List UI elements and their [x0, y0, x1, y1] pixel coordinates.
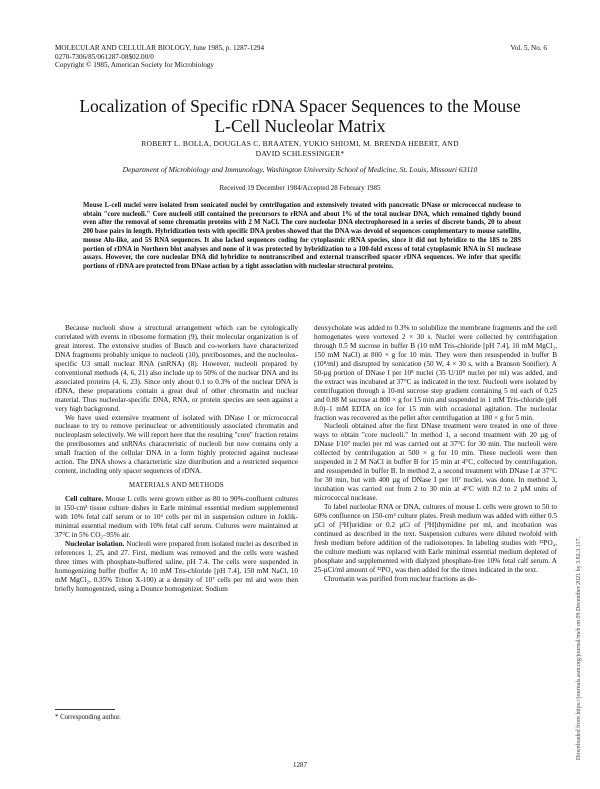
methods-paragraph-cell-culture — [55, 495, 298, 540]
journal-code: 0270-7306/85/061287-08$02.00/0 — [55, 52, 154, 61]
received-date: Received 19 December 1984/Accepted 28 February 1985 — [219, 184, 381, 192]
footnote-divider — [55, 709, 115, 710]
copyright: Copyright © 1985, American Society for Microbiology — [55, 61, 214, 70]
left-column — [55, 324, 298, 594]
paragraph-body: Mouse L cells were grown either as 80 to 90%-confluent cultures in 150-cm² tissue culture dishes in Earle minimal essential medium supplemented with 10% fetal calf serum or to 10⁶ cells per ml in suspension culture in Joklik-minimal essential medium with 10% fetal calf serum. Cultures were maintained at 37°C in 5% CO₂–95% air. — [55, 495, 298, 539]
right-column — [314, 324, 557, 584]
authors-line-1: ROBERT L. BOLLA, DOUGLAS C. BRAATEN, YUKIO SHIOMI, M. BRENDA HEBERT, AND — [141, 139, 459, 148]
methods-paragraph-labeling: To label nucleolar RNA or DNA, cultures of mouse L cells were grown to 50 to 60% confluence on 150-cm² culture plates. Fresh medium was added with either 0.5 µCi of [³H]uridine or 0.2 µCi of [³H]thymidine per ml, and incubation was continued as described in the text. Suspension cultures were diluted twofold with fresh medium before addition of the radioisotopes. In labeling studies with ³²PO₄, the culture medium was replaced with Earle minimal essential medium depleted of phosphate and supplemented with dialyzed phosphate-free 10% fetal calf serum. A 25-µCi/ml amount of ³²PO₄ was then added for the times indicated in the text. — [314, 503, 557, 574]
paragraph-body: Nucleoli were prepared from isolated nuclei as described in references 1, 25, and 27. First, medium was removed and the cells were washed three times with phosphate-buffered saline, pH 7.4. The cells were suspended in homogenizing buffer (buffer A; 10 mM Tris-chloride [pH 7.4], 150 mM NaCl, 10 mM MgCl₂, 0.35% Triton X-100) at a density of 10⁷ cells per ml and were then briefly homogenized, using a Dounce homogenizer. Sodium — [55, 539, 299, 593]
methods-paragraph-core-nucleoli: Nucleoli obtained after the first DNase treatment were treated in one of three ways to obtain "core nucleoli." In method 1, a second treatment with 20 µg of DNase I/10⁷ nuclei per ml was carried out at 37°C for 30 min. The nucleoli were collected by centrifugation at 500 × g for 10 min. These nucleoli were then suspended in 2 M NaCl in buffer B for 15 min at 4°C, collected by centrifugation, and resuspended in buffer B. In method 2, a second treatment with DNase I at 37°C for 30 min, but with 400 µg of DNase I per 10⁷ nuclei, was done. In method 3, incubation was carried out from 2 to 30 min at 4°C with 0.2 to 2 µM units of micrococcal nuclease. — [314, 422, 557, 503]
authors — [60, 139, 540, 158]
intro-paragraph-1: Because nucleoli show a structural arrangement which can be cytologically correlated with events in ribosome formation (9), their molecular organization is of great interest. The extensive studies of Busch and co-workers have characterized DNA fragments probably unique to nucleoli (10), preribosomes, and the nucleolus-specific U3 small nuclear RNA (snRNA) (8). However, nucleoli prepared by conventional methods (4, 6, 21) also include up to 50% of the nuclear DNA and its associated proteins (4, 6, 23). Since only about 0.1 to 0.3% of the nuclear DNA is rDNA, these preparations contain a great deal of other chromatin and nuclear material. Thus nucleolar-specific DNA, RNA, or protein species are seen against a very high background. — [55, 324, 298, 413]
title-line-2: L-Cell Nucleolar Matrix — [214, 116, 386, 136]
abstract: Mouse L-cell nuclei were isolated from sonicated nuclei by centrifugation and extensively treated with pancreatic DNase or micrococcal nuclease to obtain "core nucleoli." Core nucleoli still contained the precursors to rRNA and about 1% of the total nuclear DNA, which remained tightly bound even after the removal of some chromatin proteins with 2 M NaCl. The core nucleolar DNA electrophoresed in a series of discrete bands, 20 to about 200 base pairs in length. Hybridization tests with specific DNA probes showed that the DNA was devoid of sequences complementary to mouse satellite, mouse Alu-like, and 5S RNA sequences. It also lacked sequences coding for cytoplasmic rRNA species, since it did not hybridize to the 18S to 28S portion of rDNA in Northern blot analyses and none of it was protected by hybridization to a 100-fold excess of total cytoplasmic RNA in S1 nuclease assays. However, the core nucleolar DNA did hybridize to nontranscribed and external transcribed spacer rDNA sequences. We infer that specific portions of rDNA are protected from DNase action by a tight association with nucleolar structural proteins. — [83, 202, 521, 270]
journal-citation: MOLECULAR AND CELLULAR BIOLOGY, June 1985, p. 1287-1294 — [55, 44, 265, 52]
section-heading: MATERIALS AND METHODS — [128, 482, 225, 490]
paragraph-lead: Nucleolar isolation. — [65, 539, 125, 548]
volume-number: Vol. 5, No. 6 — [510, 44, 547, 52]
article-title — [40, 96, 560, 136]
intro-paragraph-2: We have used extensive treatment of isolated with DNase I or micrococcal nuclease to try to remove perinuclear or adventitiously associated chromatin and nucleoplasm selectively. We will report here that the resulting "core" fraction retains the preribosomes and snRNAs characteristic of nucleoli but now contains only a small fraction of the cellular DNA in a form highly protected against nuclease action. The DNA shows a characteristic size distribution and a restricted sequence content, including only spacer sequences of rDNA. — [55, 413, 298, 476]
methods-paragraph-chromatin: Chromatin was purified from nuclear fractions as de- — [324, 574, 477, 583]
authors-line-2: DAVID SCHLESSINGER* — [255, 148, 345, 158]
title-line-1: Localization of Specific rDNA Spacer Sequences to the Mouse — [79, 96, 521, 116]
journal-header — [55, 44, 375, 70]
download-watermark: Downloaded from https://journals.asm.org/journal/mcb on 09 December 2021 by 3.82.3.117. — [576, 537, 582, 760]
paragraph-lead: Cell culture. — [65, 495, 104, 504]
page-number: 1287 — [293, 761, 307, 769]
footnote: * Corresponding author. — [55, 714, 121, 721]
methods-paragraph-continued: deoxycholate was added to 0.3% to solubilize the membrane fragments and the cell homogenates were vortexed 2 × 30 s. Nuclei were collected by centrifugation through 0.5 M sucrose in buffer B (10 mM Tris-chloride [pH 7.4], 10 mM MgCl₂, 150 mM NaCl) at 800 × g for 10 min. They were then resuspended in buffer B (10⁸/ml) and disrupted by sonication (50 W, 4 × 30 s, with a Branson Sonifier). A 50-µg portion of DNase I per 10⁸ nuclei (35 U/10⁸ nuclei per ml) was added, and the extract was incubated at 37°C as indicated in the text. Nucleoli were isolated by centrifugation through a 10-ml sucrose step gradient containing 5 ml each of 0.25 and 0.88 M sucrose at 800 × g for 15 min and suspended in 1 mM Tris-chloride (pH 8.0)–1 mM EDTA on ice for 15 min with occasional agitation. The nucleolar fraction was recovered as the pellet after centrifugation at 180 × g for 5 min. — [314, 324, 557, 422]
methods-paragraph-nucleolar-isolation — [55, 540, 298, 594]
affiliation: Department of Microbiology and Immunology, Washington University School of Medicine, St. Louis, Missouri 63110 — [122, 165, 478, 174]
